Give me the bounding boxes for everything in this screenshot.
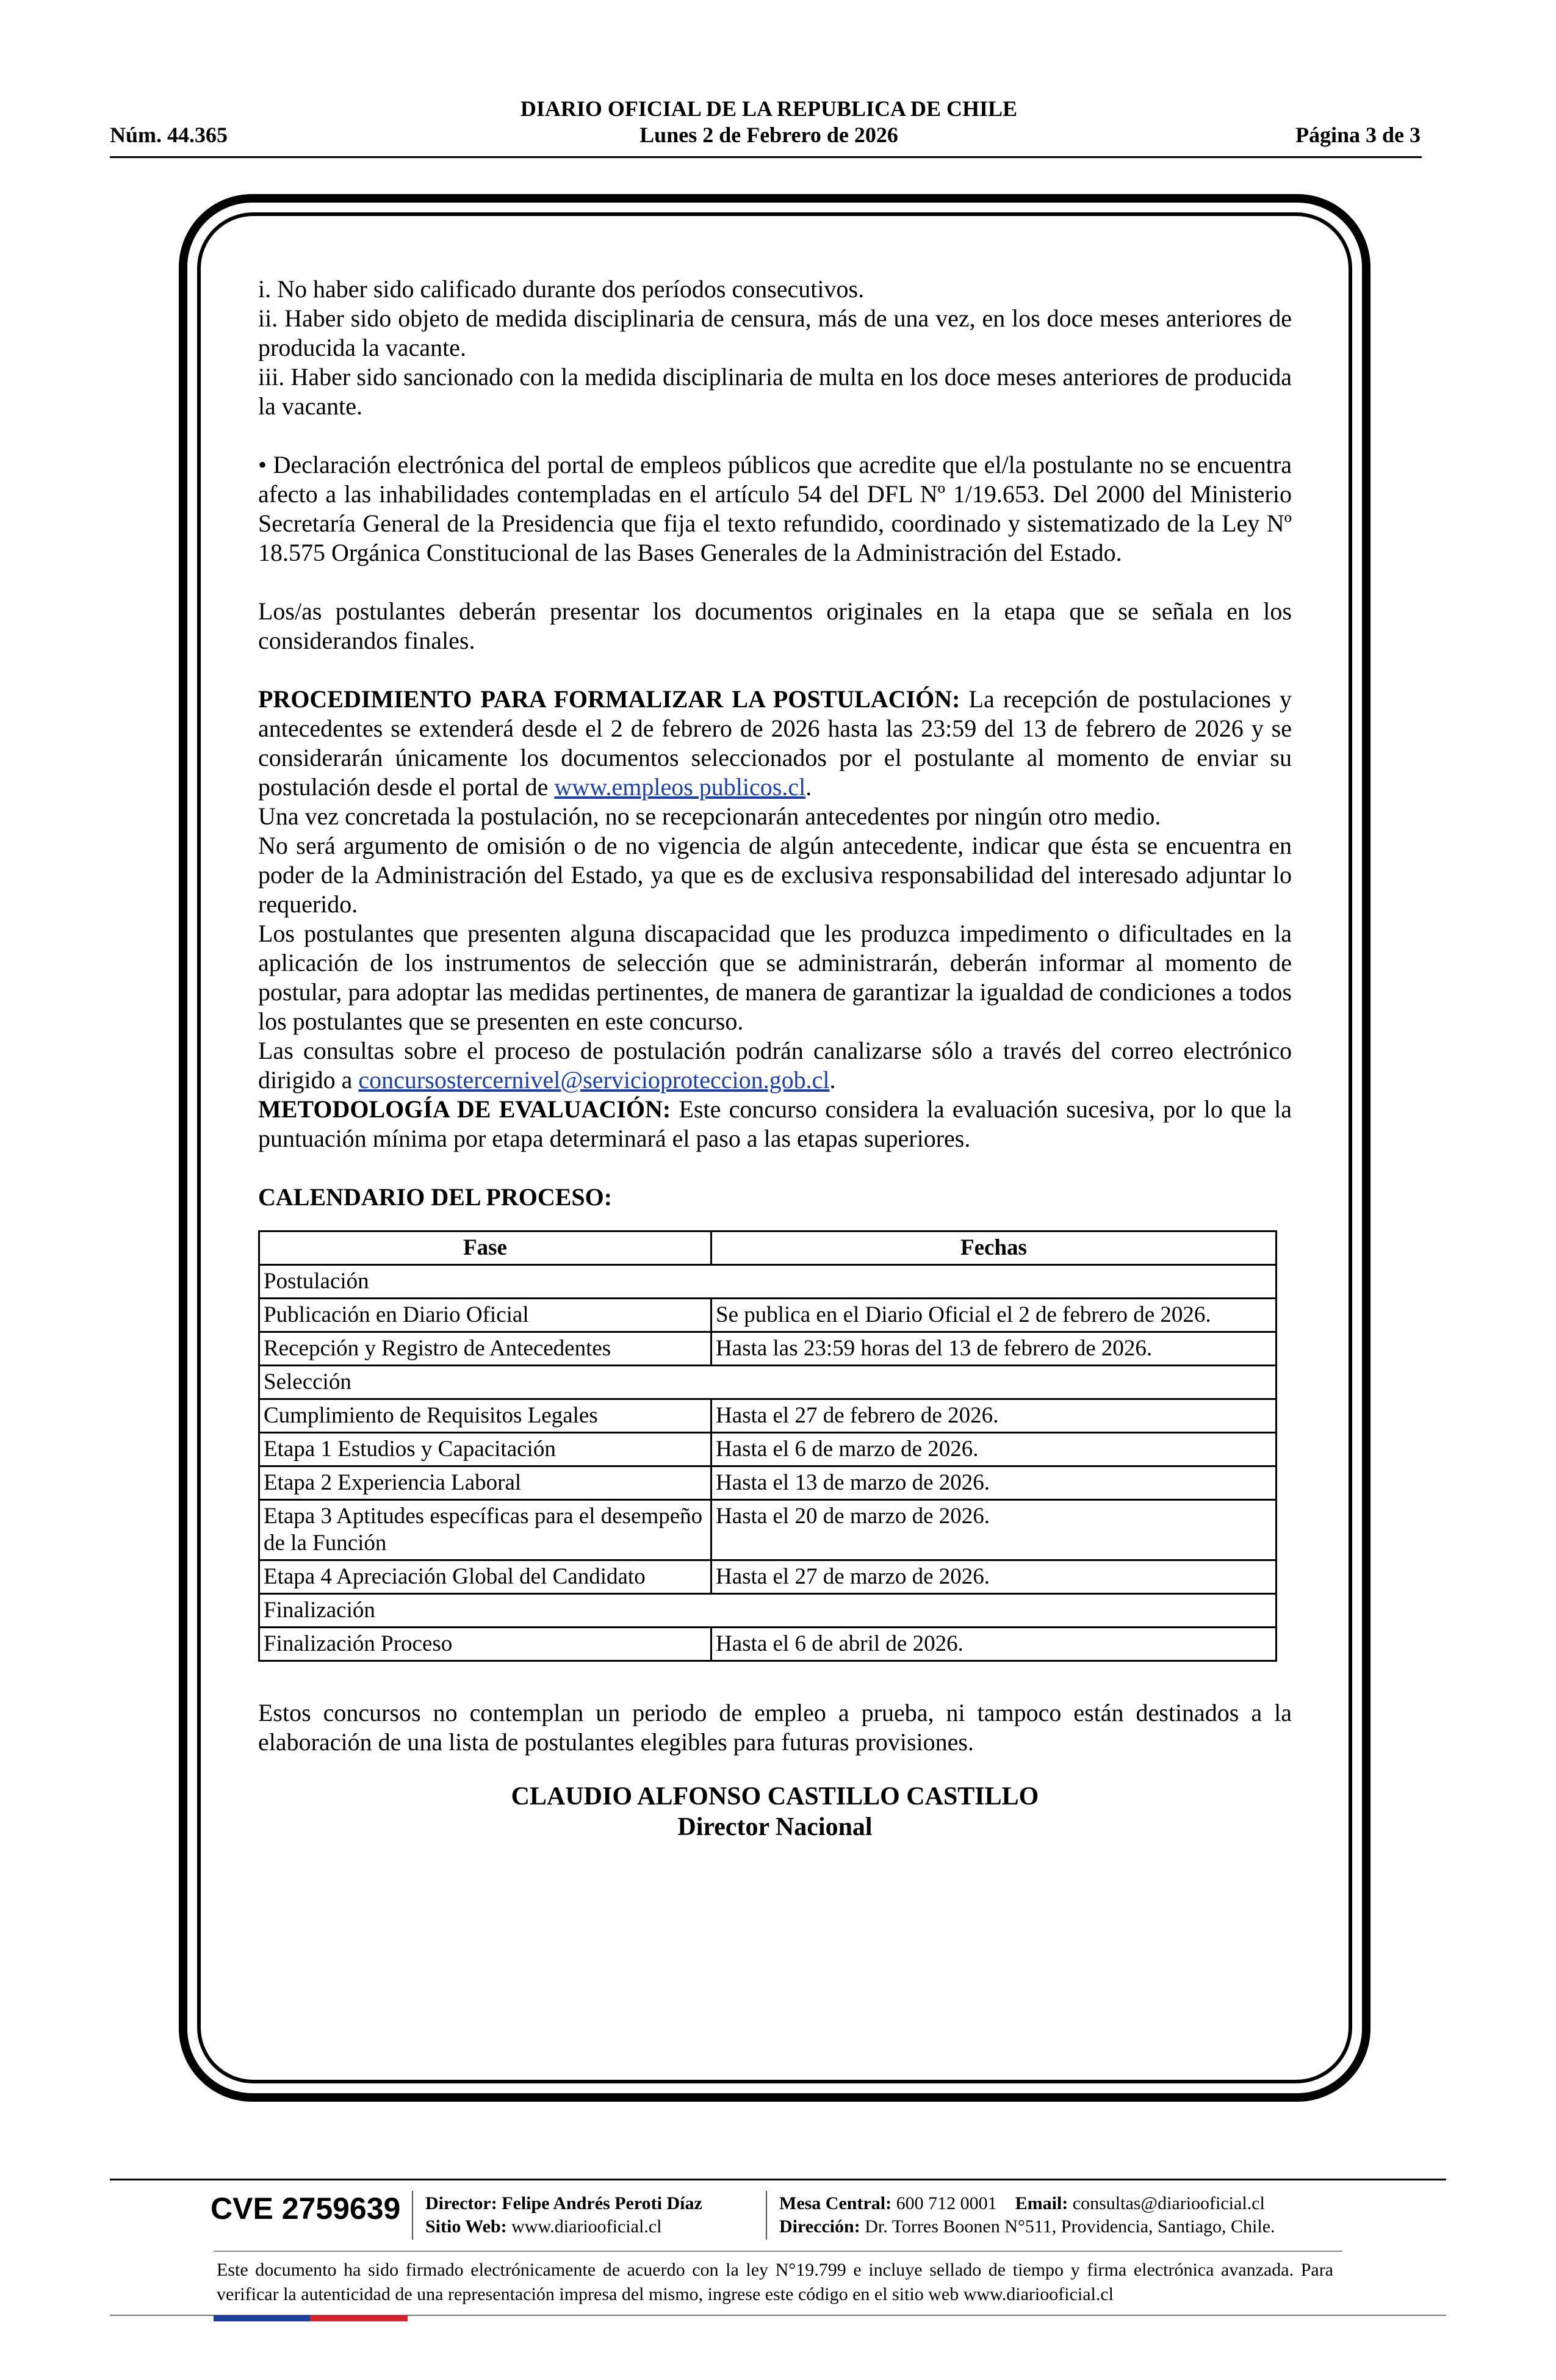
una-vez-paragraph: Una vez concretada la postulación, no se recepcionarán antecedentes por ningún otro medio. [258, 802, 1161, 830]
phone-number: 600 712 0001 [891, 2193, 997, 2213]
issue-number: Núm. 44.365 [110, 123, 228, 147]
procedure-heading: PROCEDIMIENTO PARA FORMALIZAR LA POSTULACIÓN: [258, 685, 960, 713]
table-section-row [259, 1265, 1277, 1299]
date-cell: Hasta el 27 de marzo de 2026. [711, 1560, 1277, 1594]
section-postulacion: Postulación [259, 1265, 1277, 1299]
inquiries-text: Las consultas sobre el proceso de postulación podrán canalizarse sólo a través del correo electrónico dirigido a [258, 1037, 1292, 1094]
document-body [258, 275, 1292, 1842]
contact-email-link[interactable]: concursostercernivel@servicioproteccion.gob.cl [358, 1066, 830, 1094]
footer-contact-block [779, 2192, 1275, 2238]
portal-link[interactable]: www.empleos publicos.cl [554, 773, 806, 801]
phase-cell: Publicación en Diario Oficial [259, 1299, 711, 1332]
address-text: Dr. Torres Boonen N°511, Providencia, Santiago, Chile. [860, 2216, 1275, 2237]
footer-divider [110, 2179, 1446, 2180]
column-header-fechas: Fechas [711, 1231, 1277, 1265]
methodology-text: Este concurso considera la evaluación sucesiva, por lo que la puntuación mínima por etapa determinará el paso a las etapas superiores. [258, 1095, 1292, 1152]
section-seleccion: Selección [259, 1366, 1277, 1399]
procedure-paragraph [258, 685, 1292, 802]
date-cell: Hasta las 23:59 horas del 13 de febrero de 2026. [711, 1332, 1277, 1366]
phase-cell: Recepción y Registro de Antecedentes [259, 1332, 711, 1366]
director-label: Director: [425, 2193, 497, 2213]
date-cell: Hasta el 13 de marzo de 2026. [711, 1466, 1277, 1500]
procedure-text: La recepción de postulaciones y antecedentes se extenderá desde el 2 de febrero de 2026 hasta las 23:59 del 13 de febrero de 2026 y se considerarán únicamente los documentos seleccionados por el postulante al momento de enviar su postulación desde el portal de [258, 685, 1292, 801]
methodology-heading: METODOLOGÍA DE EVALUACIÓN: [258, 1095, 671, 1123]
phase-cell: Etapa 3 Aptitudes específicas para el desempeño de la Función [259, 1500, 711, 1560]
table-row [259, 1332, 1277, 1366]
issue-date: Lunes 2 de Febrero de 2026 [639, 123, 898, 147]
procedure-period: . [805, 773, 812, 801]
director-name: Felipe Andrés Peroti Díaz [497, 2193, 702, 2213]
footer-director-block [425, 2192, 702, 2238]
signatory-name: CLAUDIO ALFONSO CASTILLO CASTILLO [511, 1783, 1039, 1811]
table-row [259, 1560, 1277, 1594]
phone-label: Mesa Central: [779, 2193, 892, 2213]
calendar-heading: CALENDARIO DEL PROCESO: [258, 1183, 613, 1211]
date-cell: Hasta el 6 de marzo de 2026. [711, 1433, 1277, 1466]
email-link[interactable]: consultas@diariooficial.cl [1068, 2193, 1265, 2213]
requirement-item-iii: iii. Haber sido sancionado con la medida disciplinaria de multa en los doce meses anteriores de producida la vacante. [258, 363, 1292, 420]
inquiries-paragraph [258, 1036, 1292, 1095]
table-row [259, 1399, 1277, 1433]
website-label: Sitio Web: [425, 2216, 507, 2237]
table-row [259, 1500, 1277, 1560]
date-cell: Se publica en el Diario Oficial el 2 de febrero de 2026. [711, 1299, 1277, 1332]
table-row [259, 1628, 1277, 1661]
phase-cell: Etapa 4 Apreciación Global del Candidato [259, 1560, 711, 1594]
originals-paragraph: Los/as postulantes deberán presentar los documentos originales en la etapa que se señala en los considerandos finales. [258, 597, 1292, 654]
table-section-row [259, 1594, 1277, 1628]
website-link[interactable]: www.diariooficial.cl [506, 2216, 662, 2237]
requirement-item-ii: ii. Haber sido objeto de medida disciplinaria de censura, más de una vez, en los doce meses anteriores de producida la vacante. [258, 305, 1292, 361]
footer-inner-divider [214, 2251, 1342, 2252]
table-header-row [259, 1231, 1277, 1265]
flag-stripe-red [310, 2315, 408, 2321]
phase-cell: Cumplimiento de Requisitos Legales [259, 1399, 711, 1433]
newspaper-title: DIARIO OFICIAL DE LA REPUBLICA DE CHILE [520, 96, 1018, 121]
date-cell: Hasta el 27 de febrero de 2026. [711, 1399, 1277, 1433]
signatory-title: Director Nacional [677, 1813, 873, 1841]
footer-separator [412, 2191, 413, 2240]
authenticity-note: Este documento ha sido firmado electrónicamente de acuerdo con la ley N°19.799 e incluye sellado de tiempo y firma electrónica avanzada. Para verificar la autenticidad de una representación impresa del mismo, ingrese este código en el sitio web www.diariooficial.cl [217, 2260, 1333, 2304]
calendar-table [258, 1230, 1277, 1662]
inquiries-period: . [829, 1066, 836, 1094]
methodology-paragraph [258, 1095, 1292, 1153]
phase-cell: Etapa 2 Experiencia Laboral [259, 1466, 711, 1500]
page-number: Página 3 de 3 [1295, 123, 1421, 147]
footer-separator [766, 2191, 767, 2240]
date-cell: Hasta el 6 de abril de 2026. [711, 1628, 1277, 1661]
disability-paragraph: Los postulantes que presenten alguna discapacidad que les produzca impedimento o dificultades en la aplicación de los instrumentos de selección que se administrarán, deberán informar al momento de postular, para adoptar las medidas pertinentes, de manera de garantizar la igualdad de condiciones a todos los postulantes que se presenten en este concurso. [258, 920, 1292, 1035]
table-section-row [259, 1366, 1277, 1399]
declaration-paragraph: • Declaración electrónica del portal de empleos públicos que acredite que el/la postulante no se encuentra afecto a las inhabilidades contempladas en el artículo 54 del DFL Nº 1/19.653. Del 2000 del Ministerio Secretaría General de la Presidencia que fija el texto refundido, coordinado y sistematizado de la Ley Nº 18.575 Orgánica Constitucional de las Bases Generales de la Administración del Estado. [258, 451, 1292, 566]
address-label: Dirección: [779, 2216, 860, 2237]
table-row [259, 1299, 1277, 1332]
email-label: Email: [1015, 2193, 1068, 2213]
table-row [259, 1466, 1277, 1500]
cve-code: CVE 2759639 [211, 2191, 401, 2226]
flag-stripe-blue [214, 2315, 310, 2321]
header-divider [110, 156, 1422, 158]
requirement-item-i: i. No haber sido calificado durante dos períodos consecutivos. [258, 275, 865, 303]
table-row [259, 1433, 1277, 1466]
phase-cell: Etapa 1 Estudios y Capacitación [259, 1433, 711, 1466]
closing-paragraph: Estos concursos no contemplan un periodo de empleo a prueba, ni tampoco están destinados a la elaboración de una lista de postulantes elegibles para futuras provisiones. [258, 1699, 1292, 1756]
no-sera-paragraph: No será argumento de omisión o de no vigencia de algún antecedente, indicar que ésta se encuentra en poder de la Administración del Estado, ya que es de exclusiva responsabilidad del interesado adjuntar lo requerido. [258, 832, 1292, 918]
column-header-fase: Fase [259, 1231, 711, 1265]
phase-cell: Finalización Proceso [259, 1628, 711, 1661]
section-finalizacion: Finalización [259, 1594, 1277, 1628]
date-cell: Hasta el 20 de marzo de 2026. [711, 1500, 1277, 1560]
